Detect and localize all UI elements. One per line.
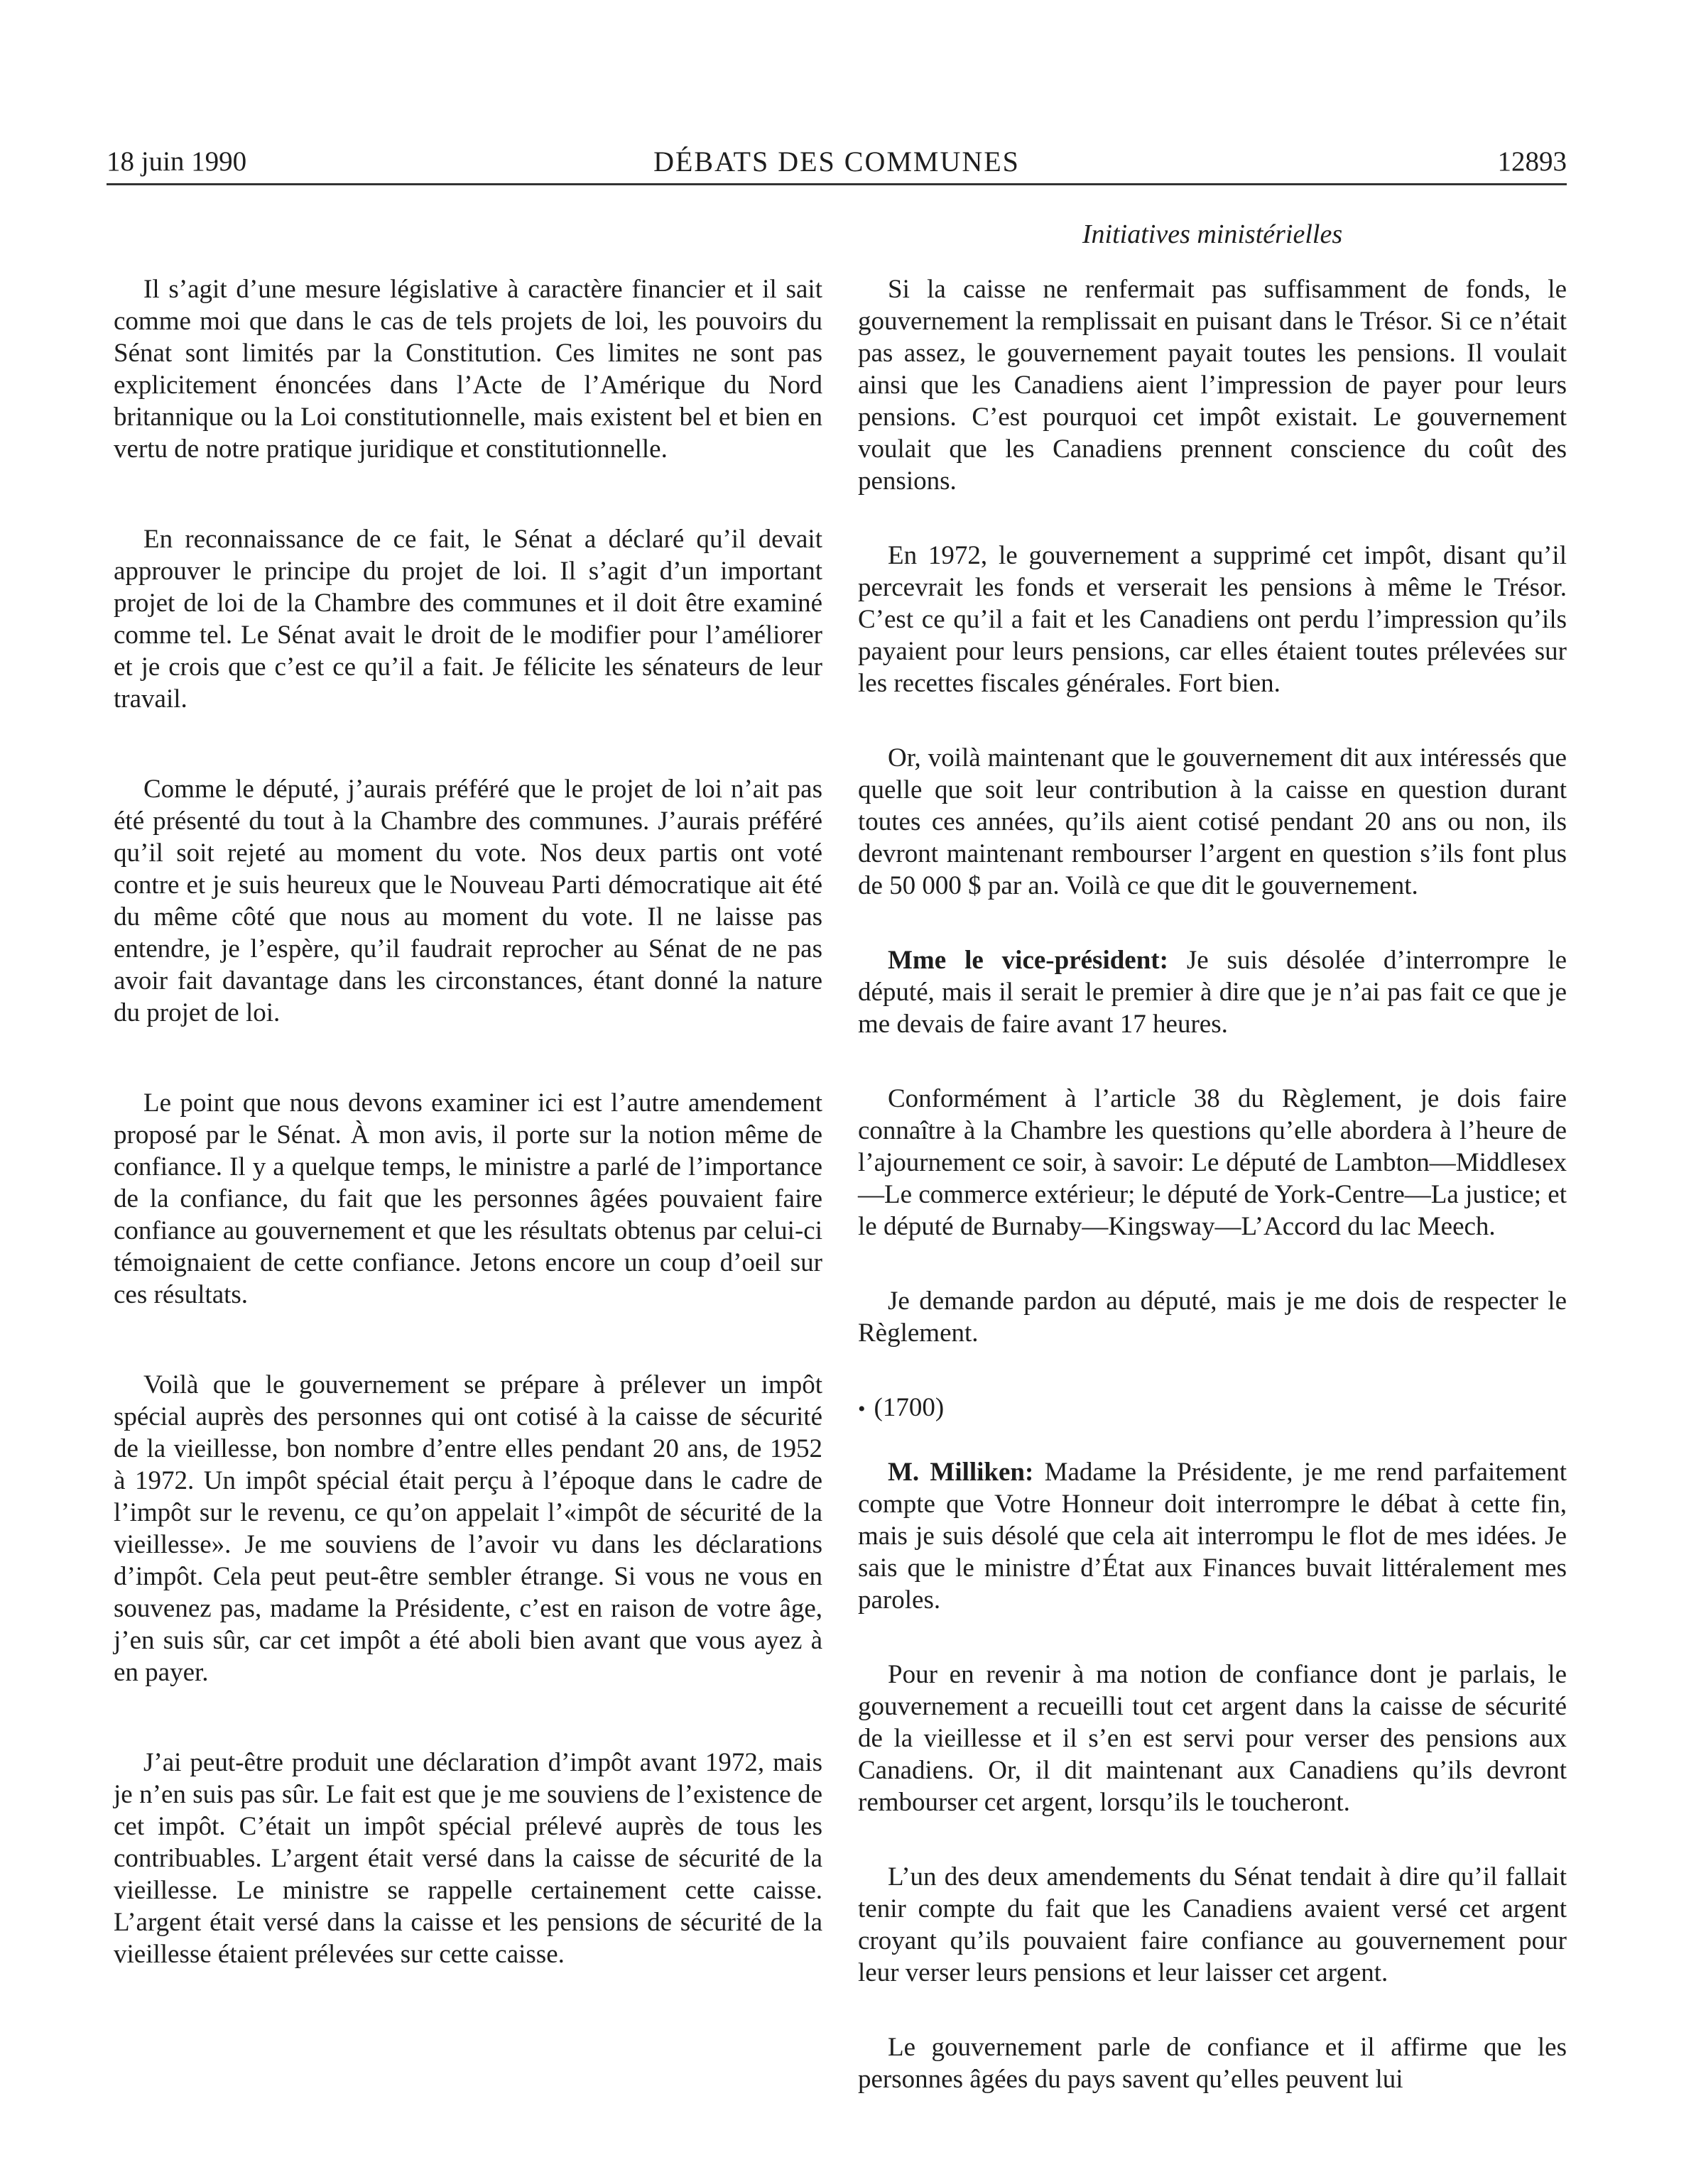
paragraph: Je demande pardon au député, mais je me dois de respecter le Règlement.: [858, 1287, 1567, 1348]
speaker-text: Je suis désolée d’interrompre le député, mais il serait le premier à dire que je n’ai pas fait ce que je me devais de faire avant 17 heures.: [858, 946, 1567, 1039]
speaker-paragraph: [858, 944, 1567, 1040]
header-title: DÉBATS DES COMMUNES: [653, 146, 1020, 178]
header-rule: [107, 183, 1567, 185]
paragraph: Si la caisse ne renfermait pas suffisamment de fonds, le gouvernement la remplissait en puisant dans le Trésor. Si ce n’était pas assez, le gouvernement payait toutes les pensions. Il voulait ainsi que les Canadiens aient l’impression de payer pour leurs pensions. C’est pourquoi cet impôt existait. Le gouvernement voulait que les Canadiens prennent conscience du coût des pensions.: [858, 275, 1567, 496]
paragraph: Voilà que le gouvernement se prépare à prélever un impôt spécial auprès des personnes qui ont cotisé à la caisse de sécurité de la vieillesse, bon nombre d’entre elles pendant 20 ans, de 1952 à 1972. Un impôt spécial était perçu à l’époque dans le cadre de l’impôt sur le revenu, ce qu’on appelait l’«impôt de sécurité de la vieillesse». Je me souviens de l’avoir vu dans les déclarations d’impôt. Cela peut peut-être sembler étrange. Si vous ne vous en souvenez pas, madame la Présidente, c’est en raison de votre âge, j’en suis sûr, car cet impôt a été aboli bien avant que vous ayez à en payer.: [114, 1370, 822, 1687]
right-column: [858, 273, 1567, 2138]
paragraph: L’un des deux amendements du Sénat tendait à dire qu’il fallait tenir compte du fait que les Canadiens avaient versé cet argent croyant qu’ils pouvaient faire confiance au gouvernement pour leur verser leurs pensions et leur laisser cet argent.: [858, 1862, 1567, 1987]
paragraph: En reconnaissance de ce fait, le Sénat a déclaré qu’il devait approuver le principe du projet de loi. Il s’agit d’un important projet de loi de la Chambre des communes et il doit être examiné comme tel. Le Sénat avait le droit de le modifier pour l’améliorer et je crois que c’est ce qu’il a fait. Je félicite les sénateurs de leur travail.: [114, 525, 822, 714]
section-label: Initiatives ministérielles: [1082, 219, 1343, 249]
bullet-icon: •: [858, 1397, 866, 1421]
header-date: 18 juin 1990: [107, 146, 247, 177]
time-marker-text: (1700): [874, 1393, 945, 1422]
paragraph: Il s’agit d’une mesure législative à caractère financier et il sait comme moi que dans le cas de tels projets de loi, les pouvoirs du Sénat sont limités par la Constitution. Ces limites ne sont pas explicitement énoncées dans l’Acte de l’Amérique du Nord britannique ou la Loi constitutionnelle, mais existent bel et bien en vertu de notre pratique juridique et constitutionnelle.: [114, 275, 822, 464]
speaker-name: Mme le vice-président:: [888, 946, 1168, 975]
speaker-paragraph: [858, 1456, 1567, 1616]
speaker-name: M. Milliken:: [888, 1458, 1034, 1487]
paragraph: Le gouvernement parle de confiance et il affirme que les personnes âgées du pays savent qu’elles peuvent lui: [858, 2033, 1567, 2094]
paragraph: Pour en revenir à ma notion de confiance dont je parlais, le gouvernement a recueilli tout cet argent dans la caisse de sécurité de la vieillesse et il s’en est servi pour verser des pensions aux Canadiens. Or, il dit maintenant aux Canadiens qu’ils devront rembourser cet argent, lorsqu’ils le toucheront.: [858, 1660, 1567, 1817]
page-header: [107, 141, 1567, 183]
paragraph: J’ai peut-être produit une déclaration d’impôt avant 1972, mais je n’en suis pas sûr. Le fait est que je me souviens de l’existence de cet impôt. C’était un impôt spécial prélevé auprès de tous les contribuables. L’argent était versé dans la caisse de sécurité de la vieillesse. Le ministre se rappelle certainement cette caisse. L’argent était versé dans la caisse et les pensions de sécurité de la vieillesse étaient prélevées sur cette caisse.: [114, 1748, 822, 1969]
speaker-text: Madame la Présidente, je me rend parfaitement compte que Votre Honneur doit interrompre le débat à cette fin, mais je suis désolé que cela ait interrompu le flot de mes idées. Je sais que le ministre d’État aux Finances buvait littéralement mes paroles.: [858, 1458, 1567, 1615]
left-column: [114, 273, 822, 2029]
paragraph: En 1972, le gouvernement a supprimé cet impôt, disant qu’il percevrait les fonds et verserait les pensions à même le Trésor. C’est ce qu’il a fait et les Canadiens ont perdu l’impression qu’ils payaient pour leurs pensions, car elles étaient toutes prélevées sur les recettes fiscales générales. Fort bien.: [858, 541, 1567, 698]
time-marker: [858, 1392, 1567, 1425]
paragraph: Conformément à l’article 38 du Règlement, je dois faire connaître à la Chambre les questions qu’elle abordera à l’heure de l’ajournement ce soir, à savoir: Le député de Lambton—Middlesex—Le commerce extérieur; le député de York-Centre—La justice; et le député de Burnaby—Kingsway—L’Accord du lac Meech.: [858, 1084, 1567, 1241]
paragraph: Comme le député, j’aurais préféré que le projet de loi n’ait pas été présenté du tout à la Chambre des communes. J’aurais préféré qu’il soit rejeté au moment du vote. Nos deux partis ont voté contre et je suis heureux que le Nouveau Parti démocratique ait été du même côté que nous au moment du vote. Il ne laisse pas entendre, je l’espère, qu’il faudrait reprocher au Sénat de ne pas avoir fait davantage dans les circonstances, étant donné la nature du projet de loi.: [114, 775, 822, 1027]
paragraph: Le point que nous devons examiner ici est l’autre amendement proposé par le Sénat. À mon avis, il porte sur la notion même de confiance. Il y a quelque temps, le ministre a parlé de l’importance de la confiance, du fait que les personnes âgées pouvaient faire confiance au gouvernement et que les résultats obtenus par celui-ci témoignaient de cette confiance. Jetons encore un coup d’oeil sur ces résultats.: [114, 1088, 822, 1309]
header-page-number: 12893: [1497, 146, 1567, 177]
paragraph: Or, voilà maintenant que le gouvernement dit aux intéressés que quelle que soit leur contribution à la caisse en question durant toutes ces années, qu’ils aient cotisé pendant 20 ans ou non, ils devront maintenant rembourser l’argent en question s’ils font plus de 50 000 $ par an. Voilà ce que dit le gouvernement.: [858, 743, 1567, 900]
